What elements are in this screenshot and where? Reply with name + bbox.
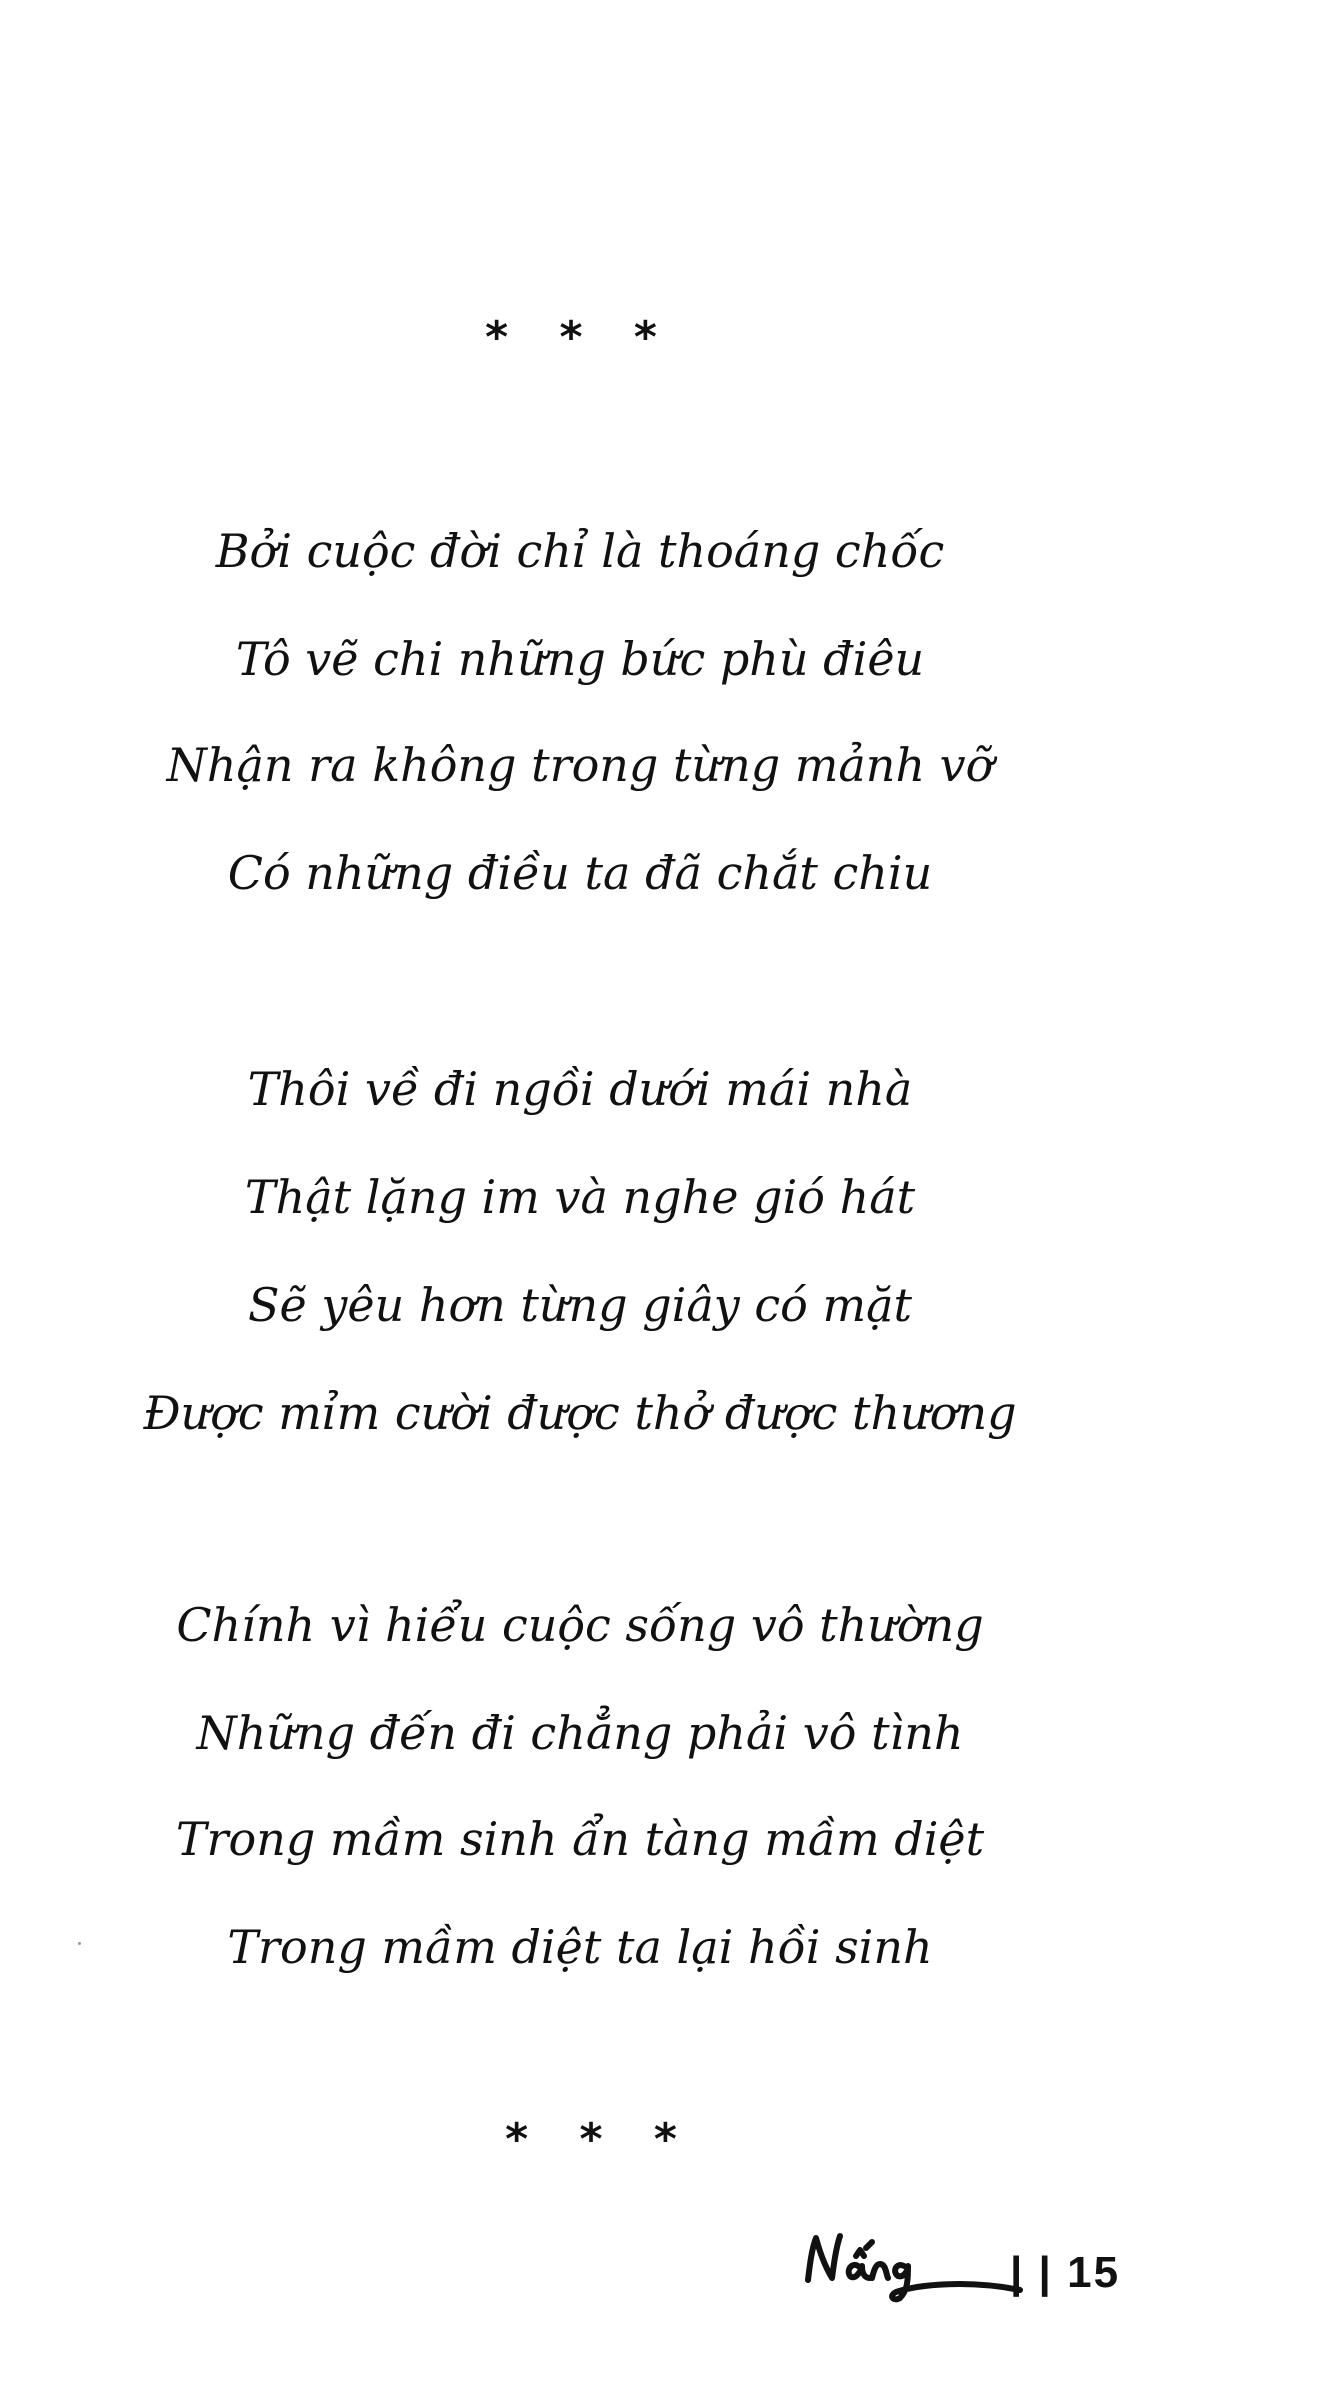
- page-number: [1010, 2248, 1120, 2298]
- poem-line: Sẽ yêu hơn từng giây có mặt: [248, 1278, 912, 1332]
- poem-line: Trong mầm diệt ta lại hồi sinh: [227, 1920, 933, 1974]
- signature-logo: [800, 2218, 1030, 2308]
- poem-line: Chính vì hiểu cuộc sống vô thường: [176, 1598, 984, 1652]
- page-separator: | |: [1010, 2248, 1053, 2297]
- poem-line: Thật lặng im và nghe gió hát: [244, 1170, 916, 1224]
- poem-line: Nhận ra không trong từng mảnh vỡ: [166, 738, 994, 792]
- page-number-value: 15: [1067, 2248, 1121, 2297]
- poem-line: Trong mầm sinh ẩn tàng mầm diệt: [175, 1812, 985, 1866]
- poem-line: Thôi về đi ngồi dưới mái nhà: [247, 1062, 913, 1116]
- poem-line: Có những điều ta đã chắt chiu: [227, 846, 933, 900]
- poem-line: Tô vẽ chi những bức phù điêu: [235, 632, 925, 686]
- section-divider-top: * * *: [485, 312, 675, 363]
- poem-line: Được mỉm cười được thở được thương: [143, 1386, 1017, 1440]
- paper-speck: [78, 1942, 81, 1945]
- section-divider-bottom: * * *: [505, 2114, 695, 2165]
- poem-line: Bởi cuộc đời chỉ là thoáng chốc: [215, 524, 945, 578]
- poem-line: Những đến đi chẳng phải vô tình: [196, 1706, 964, 1760]
